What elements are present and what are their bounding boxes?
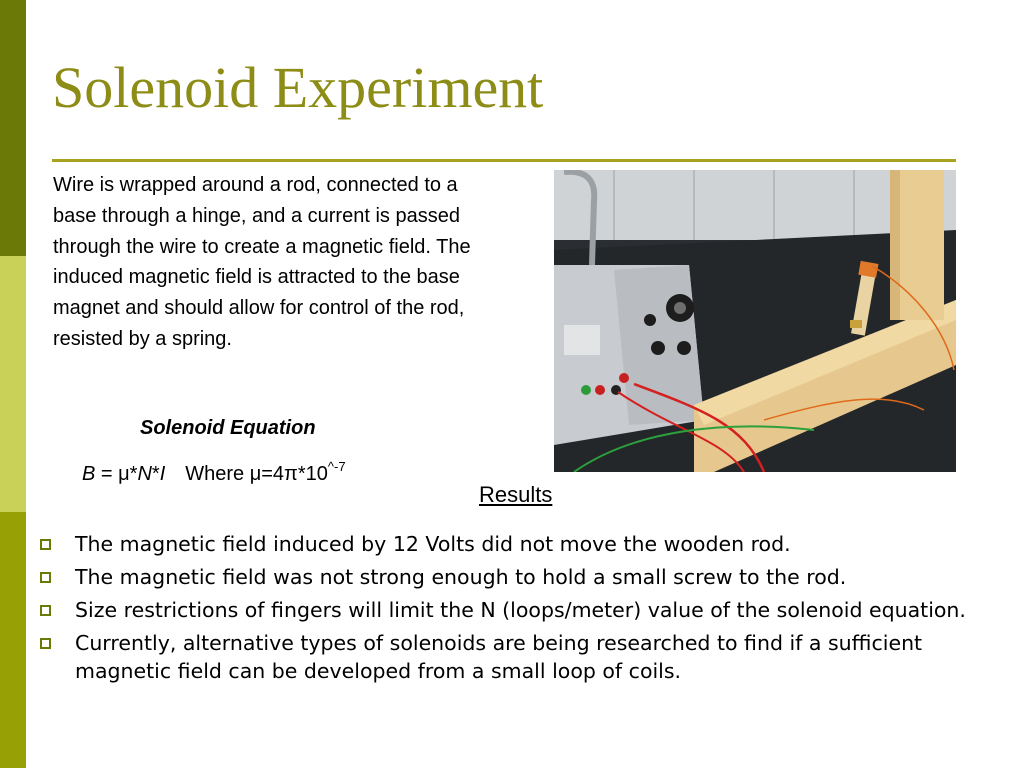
equation-exponent: ^-7 — [327, 459, 346, 474]
equation-var-n: N — [137, 463, 152, 485]
experiment-photo — [554, 170, 956, 472]
equation-var-i: I — [159, 463, 166, 485]
list-item — [38, 596, 1018, 624]
slide-title: Solenoid Experiment — [52, 55, 544, 120]
equation-mid: = μ* — [95, 463, 138, 485]
bullet-text: Currently, alternative types of solenoids are being researched to find if a sufficient magnetic field can be developed from a small loop of coils. — [75, 631, 923, 683]
bullet-text: The magnetic field was not strong enough to hold a small screw to the rod. — [75, 565, 847, 589]
side-band-top — [0, 0, 26, 256]
equation-heading: Solenoid Equation — [140, 417, 316, 439]
bullet-text: The magnetic field induced by 12 Volts did not move the wooden rod. — [75, 532, 791, 556]
list-item — [38, 530, 1018, 558]
equation-line — [82, 459, 346, 486]
results-list — [38, 530, 1018, 690]
results-heading: Results — [479, 482, 553, 507]
list-item — [38, 563, 1018, 591]
experiment-description: Wire is wrapped around a rod, connected to a base through a hinge, and a current is passed through the wire to create a magnetic field. The induced magnetic field is attracted to the base magnet and should allow for control of the rod, resisted by a spring. — [53, 174, 471, 350]
equation-var-b: B — [82, 463, 96, 485]
square-bullet-icon — [40, 638, 51, 649]
bullet-text: Size restrictions of fingers will limit the N (loops/meter) value of the solenoid equation. — [75, 598, 966, 622]
equation-star: * — [151, 463, 160, 485]
side-band-bottom — [0, 512, 26, 768]
side-band-middle — [0, 256, 26, 512]
square-bullet-icon — [40, 539, 51, 550]
equation-where: Where μ=4π*10 — [185, 463, 328, 485]
title-divider — [52, 159, 956, 162]
square-bullet-icon — [40, 605, 51, 616]
list-item — [38, 629, 1018, 685]
square-bullet-icon — [40, 572, 51, 583]
